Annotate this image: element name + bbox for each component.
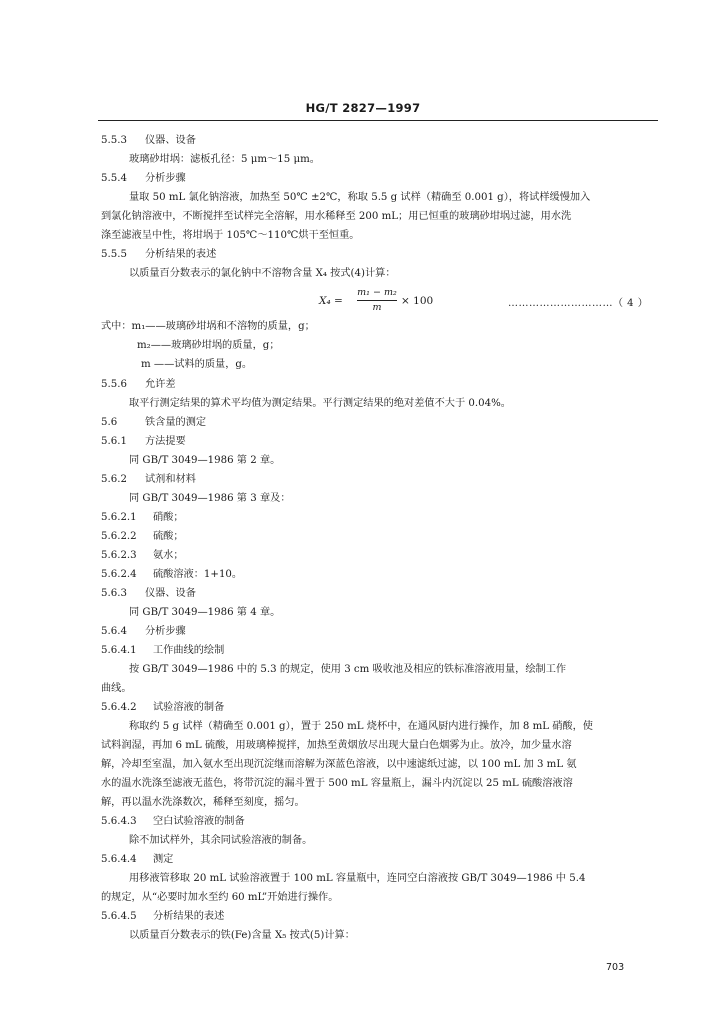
paragraph-line: 玻璃砂坩埚：滤板孔径：5 μm～15 μm。 (129, 154, 320, 165)
paragraph-line: 用移液管移取 20 mL 试验溶液置于 100 mL 容量瓶中，连同空白溶液按 GB/T 3049—1986 中 5.4 (129, 873, 586, 884)
paragraph-line: 曲线。 (101, 683, 132, 694)
section-5-5-3: 5.5.3 仪器、设备 (101, 135, 196, 146)
paragraph-line: 以质量百分数表示的氯化钠中不溶物含量 X₄ 按式(4)计算： (129, 268, 396, 279)
paragraph-line: 到氯化钠溶液中，不断搅拌至试样完全溶解，用水稀释至 200 mL；用已恒重的玻璃砂坩埚过滤，用水洗 (101, 211, 572, 222)
section-5-6-2: 5.6.2 试剂和材料 (101, 474, 196, 485)
paragraph-line: 同 GB/T 3049—1986 第 2 章。 (129, 455, 281, 466)
standard-code-header: HG/T 2827—1997 (305, 101, 421, 115)
paragraph-line: 试料润湿，再加 6 mL 硫酸，用玻璃棒搅拌，加热至黄烟放尽出现大量白色烟雾为止。放冷，加少量水溶 (101, 740, 572, 751)
section-5-6-4-5: 5.6.4.5 分析结果的表述 (101, 911, 225, 922)
section-5-5-5: 5.5.5 分析结果的表述 (101, 249, 217, 260)
section-5-6-2-4: 5.6.2.4 硫酸溶液：1+10。 (101, 569, 243, 580)
section-5-5-6: 5.5.6 允许差 (101, 379, 176, 390)
section-5-6: 5.6 铁含量的测定 (101, 417, 207, 428)
paragraph-line: 的规定，从“必要时加水至约 60 mL”开始进行操作。 (101, 892, 339, 903)
paragraph-line: 称取约 5 g 试样（精确至 0.001 g），置于 250 mL 烧杯中，在通风厨内进行操作，加 8 mL 硝酸，使 (129, 721, 593, 732)
paragraph-line: 同 GB/T 3049—1986 第 3 章及： (129, 493, 291, 504)
fraction-bar (357, 300, 397, 301)
section-5-6-4: 5.6.4 分析步骤 (101, 626, 186, 637)
section-5-6-2-3: 5.6.2.3 氨水； (101, 550, 184, 561)
paragraph-line: 以质量百分数表示的铁(Fe)含量 X₅ 按式(5)计算： (129, 930, 355, 941)
section-5-6-4-4: 5.6.4.4 测定 (101, 854, 174, 865)
paragraph-line: 量取 50 mL 氯化钠溶液，加热至 50℃ ±2℃，称取 5.5 g 试样（精确至 0.001 g），将试样缓慢加入 (129, 192, 591, 203)
section-5-6-4-3: 5.6.4.3 空白试验溶液的制备 (101, 816, 245, 827)
section-5-6-4-2: 5.6.4.2 试验溶液的制备 (101, 702, 225, 713)
formula-numerator: m₁ − m₂ (357, 287, 397, 298)
formula-rhs: × 100 (401, 295, 434, 307)
section-5-5-4: 5.5.4 分析步骤 (101, 173, 186, 184)
paragraph-line: 水的温水洗涤至滤液无蓝色，将带沉淀的漏斗置于 500 mL 容量瓶上，漏斗内沉淀以 25 mL 硫酸溶液溶 (101, 778, 573, 789)
section-5-6-2-2: 5.6.2.2 硫酸； (101, 531, 184, 542)
variable-definition: 式中：m₁——玻璃砂坩埚和不溶物的质量，g； (101, 321, 315, 332)
section-5-6-4-1: 5.6.4.1 工作曲线的绘制 (101, 645, 225, 656)
paragraph-line: 解，冷却至室温，加入氨水至出现沉淀继而溶解为深蓝色溶液，以中速滤纸过滤，以 100 mL 加 3 mL 氨 (101, 759, 577, 770)
formula-lhs: X₄ = (319, 295, 343, 307)
paragraph-line: 按 GB/T 3049—1986 中的 5.3 的规定，使用 3 cm 吸收池及相应的铁标准溶液用量，绘制工作 (129, 664, 567, 675)
paragraph-line: 取平行测定结果的算术平均值为测定结果。平行测定结果的绝对差值不大于 0.04%。 (129, 398, 511, 409)
paragraph-line: 涤至滤液呈中性，将坩埚于 105℃～110℃烘干至恒重。 (101, 230, 360, 241)
paragraph-line: 除不加试样外，其余同试验溶液的制备。 (129, 835, 313, 846)
variable-definition: m₂——玻璃砂坩埚的质量，g； (137, 340, 280, 351)
paragraph-line: 同 GB/T 3049—1986 第 4 章。 (129, 607, 281, 618)
header-rule (98, 120, 658, 121)
section-5-6-3: 5.6.3 仪器、设备 (101, 588, 196, 599)
formula-denominator: m (372, 302, 382, 313)
formula-4 (319, 287, 449, 317)
paragraph-line: 解，再以温水洗涤数次，稀释至刻度，摇匀。 (101, 797, 305, 808)
section-5-6-2-1: 5.6.2.1 硝酸； (101, 512, 184, 523)
formula-number-tag: …………………………（ 4 ） (508, 298, 649, 309)
formula-fraction (357, 287, 397, 313)
page-number: 703 (606, 962, 625, 973)
variable-definition: m ——试料的质量，g。 (141, 359, 253, 370)
section-5-6-1: 5.6.1 方法提要 (101, 436, 186, 447)
